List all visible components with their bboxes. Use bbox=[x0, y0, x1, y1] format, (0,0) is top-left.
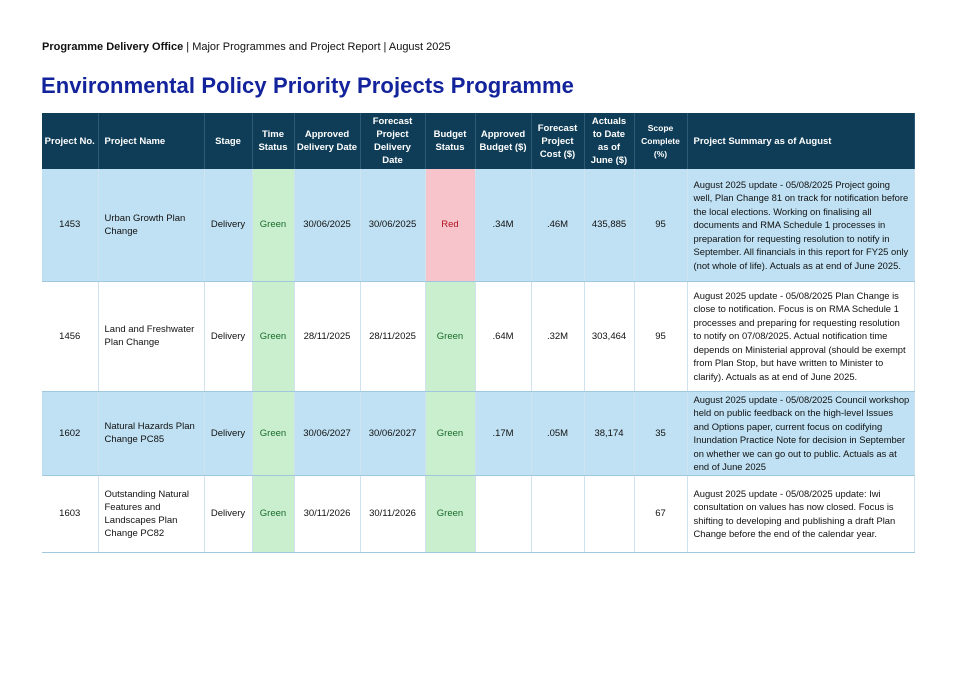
approved-budget: .17M bbox=[475, 391, 531, 475]
approved-delivery-date: 30/11/2026 bbox=[294, 475, 360, 552]
forecast-delivery-date: 28/11/2025 bbox=[360, 281, 425, 391]
time-status-badge: Green bbox=[252, 391, 294, 475]
col-project-no: Project No. bbox=[42, 113, 98, 169]
approved-budget: .34M bbox=[475, 169, 531, 281]
report-subtitle: | Major Programmes and Project Report | August 2025 bbox=[183, 41, 451, 53]
project-name: Land and Freshwater Plan Change bbox=[98, 281, 204, 391]
project-name: Natural Hazards Plan Change PC85 bbox=[98, 391, 204, 475]
forecast-cost: .05M bbox=[531, 391, 584, 475]
col-stage: Stage bbox=[204, 113, 252, 169]
col-time-status: Time Status bbox=[252, 113, 294, 169]
forecast-cost bbox=[531, 475, 584, 552]
col-approved-delivery: Approved Delivery Date bbox=[294, 113, 360, 169]
project-stage: Delivery bbox=[204, 169, 252, 281]
project-stage: Delivery bbox=[204, 391, 252, 475]
col-approved-budget: Approved Budget ($) bbox=[475, 113, 531, 169]
scope-complete: 67 bbox=[634, 475, 687, 552]
col-forecast-cost: Forecast Project Cost ($) bbox=[531, 113, 584, 169]
time-status-badge: Green bbox=[252, 169, 294, 281]
project-no: 1456 bbox=[42, 281, 98, 391]
office-name: Programme Delivery Office bbox=[42, 41, 184, 53]
project-summary: August 2025 update - 05/08/2025 Council workshop held on public feedback on the high-level Issues and Options paper, current focus on codifying Inundation Practice Note for decision in September on whether we can go out to public. Actuals as at end of June 2025 bbox=[687, 391, 914, 475]
page-title: Environmental Policy Priority Projects Programme bbox=[41, 73, 574, 98]
project-name: Outstanding Natural Features and Landscapes Plan Change PC82 bbox=[98, 475, 204, 552]
table-header-row bbox=[42, 113, 914, 169]
actuals-to-date bbox=[584, 475, 634, 552]
forecast-delivery-date: 30/06/2025 bbox=[360, 169, 425, 281]
forecast-delivery-date: 30/11/2026 bbox=[360, 475, 425, 552]
col-forecast-delivery: Forecast Project Delivery Date bbox=[360, 113, 425, 169]
col-budget-status: Budget Status bbox=[425, 113, 475, 169]
approved-delivery-date: 28/11/2025 bbox=[294, 281, 360, 391]
table-row bbox=[42, 391, 914, 475]
project-summary: August 2025 update - 05/08/2025 Plan Change is close to notification. Focus is on RMA Schedule 1 processes and preparing for requesting resolution to notify on 07/08/2025. Actual notification time depends on Ministerial approval (should be exempt from Plan Stop, but have written to Minister to clarify). Actuals as at end of June 2025. bbox=[687, 281, 914, 391]
project-summary: August 2025 update - 05/08/2025 update: Iwi consultation on values has now closed. Focus is shifting to developing and publishing a draft Plan Change before the end of the calendar year. bbox=[687, 475, 914, 552]
col-scope: Scope Complete (%) bbox=[634, 113, 687, 169]
scope-complete: 95 bbox=[634, 169, 687, 281]
budget-status-badge: Green bbox=[425, 281, 475, 391]
project-name: Urban Growth Plan Change bbox=[98, 169, 204, 281]
approved-delivery-date: 30/06/2027 bbox=[294, 391, 360, 475]
project-summary: August 2025 update - 05/08/2025 Project going well, Plan Change 81 on track for notification before the local elections. Working on finalising all documents and RMA Schedule 1 processes in preparation for requesting resolution to notify in September. All financials in this report for FY25 only (not whole of life). Actuals as at end of June 2025. bbox=[687, 169, 914, 281]
project-stage: Delivery bbox=[204, 475, 252, 552]
project-no: 1602 bbox=[42, 391, 98, 475]
time-status-badge: Green bbox=[252, 475, 294, 552]
actuals-to-date: 38,174 bbox=[584, 391, 634, 475]
forecast-cost: .32M bbox=[531, 281, 584, 391]
forecast-cost: .46M bbox=[531, 169, 584, 281]
table-row bbox=[42, 281, 914, 391]
project-no: 1453 bbox=[42, 169, 98, 281]
projects-table bbox=[42, 113, 915, 553]
col-project-name: Project Name bbox=[98, 113, 204, 169]
table-row bbox=[42, 169, 914, 281]
report-header bbox=[42, 41, 451, 53]
scope-complete: 95 bbox=[634, 281, 687, 391]
actuals-to-date: 303,464 bbox=[584, 281, 634, 391]
approved-budget: .64M bbox=[475, 281, 531, 391]
table-row bbox=[42, 475, 914, 552]
scope-complete: 35 bbox=[634, 391, 687, 475]
budget-status-badge: Red bbox=[425, 169, 475, 281]
forecast-delivery-date: 30/06/2027 bbox=[360, 391, 425, 475]
approved-budget bbox=[475, 475, 531, 552]
time-status-badge: Green bbox=[252, 281, 294, 391]
col-summary: Project Summary as of August bbox=[687, 113, 914, 169]
project-stage: Delivery bbox=[204, 281, 252, 391]
col-actuals: Actuals to Date as of June ($) bbox=[584, 113, 634, 169]
budget-status-badge: Green bbox=[425, 391, 475, 475]
approved-delivery-date: 30/06/2025 bbox=[294, 169, 360, 281]
project-no: 1603 bbox=[42, 475, 98, 552]
budget-status-badge: Green bbox=[425, 475, 475, 552]
actuals-to-date: 435,885 bbox=[584, 169, 634, 281]
